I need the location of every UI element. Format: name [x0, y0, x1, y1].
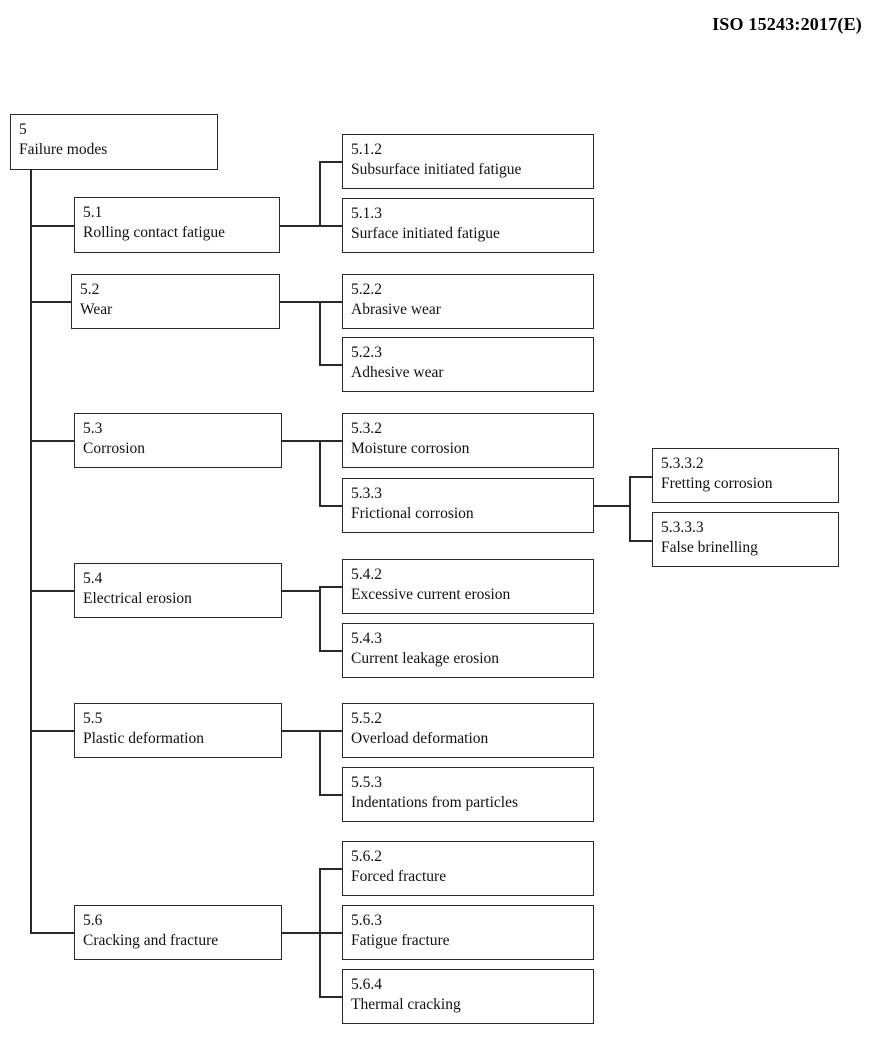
node-5-2-2-label: Abrasive wear	[351, 301, 441, 319]
connector-5-2-to-5-2-2	[319, 301, 343, 303]
node-5-3-3-2[interactable]	[652, 448, 839, 503]
connector-5-4-out	[280, 590, 320, 592]
node-5-2-3[interactable]	[342, 337, 594, 392]
node-root-number: 5	[19, 121, 27, 138]
node-5-6-4-label: Thermal cracking	[351, 996, 461, 1014]
connector-5-5-spine	[319, 730, 321, 795]
node-5-5-2[interactable]	[342, 703, 594, 758]
node-5-3-3-2-label: Fretting corrosion	[661, 475, 773, 493]
node-5-4-2-label: Excessive current erosion	[351, 586, 511, 604]
node-5-6-3-label: Fatigue fracture	[351, 932, 450, 950]
connector-5-3-3-spine	[629, 476, 631, 540]
node-root-label: Failure modes	[19, 141, 108, 159]
node-5-5[interactable]	[74, 703, 282, 758]
connector-5-3-out	[280, 440, 320, 442]
node-5-2[interactable]	[71, 274, 280, 329]
node-5-4-3[interactable]	[342, 623, 594, 678]
node-5-6-label: Cracking and fracture	[83, 932, 219, 950]
node-5-3[interactable]	[74, 413, 282, 468]
node-5-3-3-number: 5.3.3	[351, 485, 382, 502]
node-5-3-2-number: 5.3.2	[351, 420, 382, 437]
node-5-1-2[interactable]	[342, 134, 594, 189]
node-5-4-2-number: 5.4.2	[351, 566, 382, 583]
connector-5-3-3-out	[594, 505, 630, 507]
node-5-6-3[interactable]	[342, 905, 594, 960]
node-root[interactable]	[10, 114, 218, 170]
connector-5-2-spine	[319, 301, 321, 365]
connector-5-3-spine	[319, 440, 321, 505]
node-5-3-3[interactable]	[342, 478, 594, 533]
node-5-1-3-number: 5.1.3	[351, 205, 382, 222]
node-5-5-3[interactable]	[342, 767, 594, 822]
connector-root-to-5-4	[30, 590, 75, 592]
connector-5-4-to-5-4-2	[319, 586, 343, 588]
node-5-6-2-label: Forced fracture	[351, 868, 447, 886]
node-5-4-number: 5.4	[83, 570, 103, 587]
connector-root-to-5-5	[30, 730, 75, 732]
connector-5-4-to-5-4-3	[319, 650, 343, 652]
node-5-6-3-number: 5.6.3	[351, 912, 382, 929]
connector-5-3-3-to-5-3-3-3	[629, 540, 653, 542]
node-5-4-label: Electrical erosion	[83, 590, 192, 608]
node-5-4-2[interactable]	[342, 559, 594, 614]
node-5-3-2[interactable]	[342, 413, 594, 468]
connector-5-1-to-5-1-2	[319, 161, 343, 163]
page-header: ISO 15243:2017(E)	[712, 14, 862, 34]
node-5-3-3-2-number: 5.3.3.2	[661, 455, 704, 472]
connector-5-3-to-5-3-3	[319, 505, 343, 507]
connector-5-2-out	[278, 301, 320, 303]
node-5-3-3-label: Frictional corrosion	[351, 505, 474, 523]
node-5-2-2-number: 5.2.2	[351, 281, 382, 298]
connector-5-5-to-5-5-2	[319, 730, 343, 732]
node-5-3-number: 5.3	[83, 420, 103, 437]
node-5-6-4-number: 5.6.4	[351, 976, 382, 993]
node-5-1-3-label: Surface initiated fatigue	[351, 225, 500, 243]
node-5-5-3-label: Indentations from particles	[351, 794, 519, 812]
connector-root-to-5-2	[30, 301, 71, 303]
node-5-2-label: Wear	[80, 301, 113, 319]
node-5-1-number: 5.1	[83, 204, 103, 221]
node-5-2-number: 5.2	[80, 281, 100, 298]
node-5-2-3-number: 5.2.3	[351, 344, 382, 361]
connector-root-to-5-1	[30, 225, 75, 227]
connector-5-2-to-5-2-3	[319, 364, 343, 366]
node-5-4[interactable]	[74, 563, 282, 618]
connector-5-3-to-5-3-2	[319, 440, 343, 442]
connector-root-spine	[30, 170, 32, 933]
node-5-1-label: Rolling contact fatigue	[83, 224, 226, 242]
node-5-6[interactable]	[74, 905, 282, 960]
connector-5-1-spine	[319, 161, 321, 226]
node-5-6-2-number: 5.6.2	[351, 848, 382, 865]
node-5-6-2[interactable]	[342, 841, 594, 896]
connector-root-to-5-6	[30, 932, 75, 934]
connector-5-6-to-5-6-2	[319, 868, 343, 870]
node-5-3-3-3[interactable]	[652, 512, 839, 567]
node-5-5-2-label: Overload deformation	[351, 730, 489, 748]
node-5-3-3-3-label: False brinelling	[661, 539, 758, 557]
node-5-3-2-label: Moisture corrosion	[351, 440, 470, 458]
node-5-5-label: Plastic deformation	[83, 730, 204, 748]
node-5-4-3-number: 5.4.3	[351, 630, 382, 647]
node-5-2-3-label: Adhesive wear	[351, 364, 444, 382]
node-5-1-2-label: Subsurface initiated fatigue	[351, 161, 522, 179]
node-5-5-3-number: 5.5.3	[351, 774, 382, 791]
node-5-1[interactable]	[74, 197, 280, 253]
connector-5-6-to-5-6-4	[319, 996, 343, 998]
connector-root-to-5-3	[30, 440, 75, 442]
connector-5-1-to-5-1-3	[319, 225, 343, 227]
node-5-6-4[interactable]	[342, 969, 594, 1024]
connector-5-5-out	[280, 730, 320, 732]
node-5-1-2-number: 5.1.2	[351, 141, 382, 158]
connector-5-5-to-5-5-3	[319, 794, 343, 796]
node-5-4-3-label: Current leakage erosion	[351, 650, 500, 668]
node-5-2-2[interactable]	[342, 274, 594, 329]
connector-5-6-out	[280, 932, 320, 934]
node-5-1-3[interactable]	[342, 198, 594, 253]
connector-5-4-spine	[319, 586, 321, 651]
node-5-3-label: Corrosion	[83, 440, 145, 458]
connector-5-3-3-to-5-3-3-2	[629, 476, 653, 478]
connector-5-1-out	[278, 225, 320, 227]
connector-5-6-to-5-6-3	[319, 932, 343, 934]
node-5-5-number: 5.5	[83, 710, 103, 727]
node-5-3-3-3-number: 5.3.3.3	[661, 519, 704, 536]
node-5-5-2-number: 5.5.2	[351, 710, 382, 727]
node-5-6-number: 5.6	[83, 912, 103, 929]
